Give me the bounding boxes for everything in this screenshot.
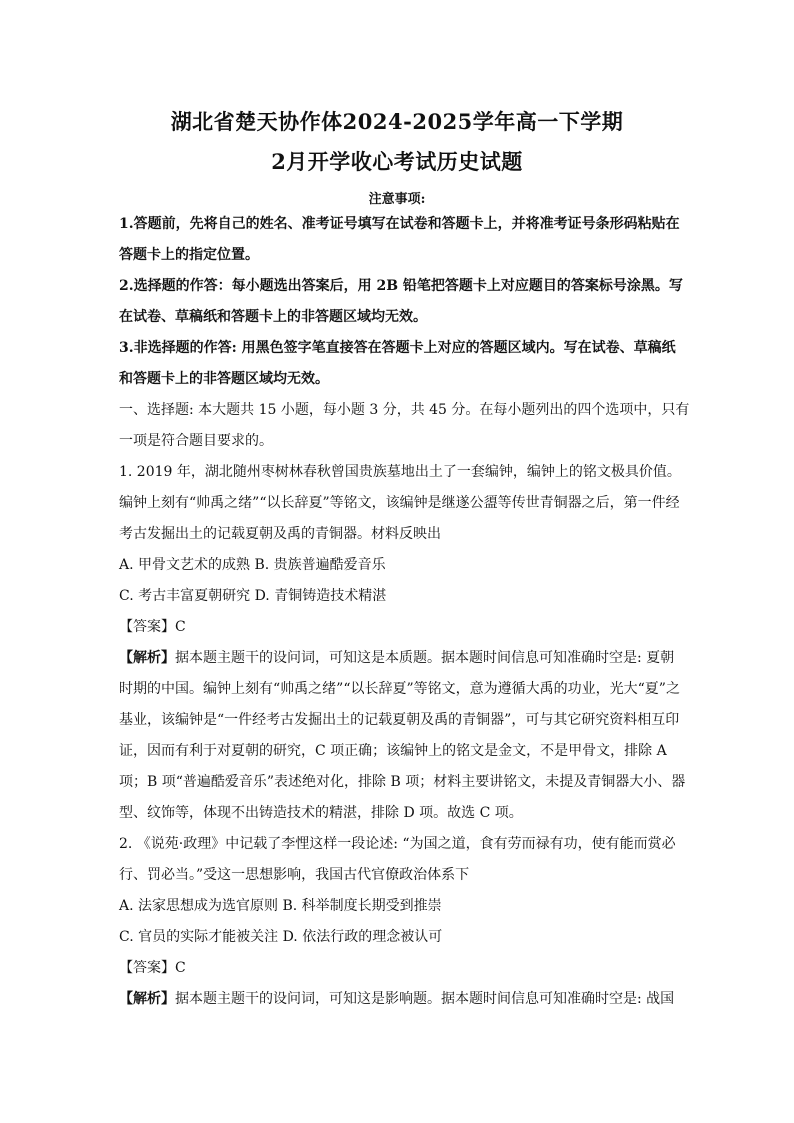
q2-analysis-label: 【解析】 bbox=[119, 991, 175, 1007]
section-1-line-1: 一、选择题: 本大题共 15 小题，每小题 3 分，共 45 分。在每小题列出的四个选项中，只有 bbox=[119, 402, 690, 418]
q2-options-line-1: A. 法家思想成为选官原则 B. 科举制度长期受到推崇 bbox=[119, 898, 442, 914]
notice-heading: 注意事项: bbox=[368, 192, 426, 207]
document-title-line1: 湖北省楚天协作体2024-2025学年高一下学期 bbox=[170, 109, 624, 134]
q2-answer: 【答案】C bbox=[119, 960, 186, 976]
q1-analysis-line-4: 证，因而有利于对夏朝的研究，C 项正确；该编钟上的铭文是金文，不是甲骨文，排除 A bbox=[119, 743, 667, 759]
q1-analysis-line-3: 基业，该编钟是“一件经考古发掘出土的记载夏朝及禹的青铜器”，可与其它研究资料相互印 bbox=[119, 712, 680, 728]
q1-analysis-text-1: 据本题主题干的设问词，可知这是本质题。据本题时间信息可知准确时空是: 夏朝 bbox=[175, 650, 675, 666]
question-1 bbox=[119, 457, 686, 829]
question-2 bbox=[119, 829, 679, 1015]
q1-analysis-label: 【解析】 bbox=[119, 650, 175, 666]
q2-analysis-line-1 bbox=[119, 984, 679, 1015]
q2-options-line-2: C. 官员的实际才能被关注 D. 依法行政的理念被认可 bbox=[119, 929, 443, 945]
q2-stem-line-2: 行、罚必当。”受这一思想影响，我国古代官僚政治体系下 bbox=[119, 867, 470, 883]
q1-analysis-line-1 bbox=[119, 643, 679, 674]
q1-stem-line-2: 编钟上刻有“帅禹之绪”“以长辞夏”等铭文，该编钟是继遂公盨等传世青铜器之后，第一件经 bbox=[119, 495, 680, 511]
q1-analysis-line-2: 时期的中国。编钟上刻有“帅禹之绪”“以长辞夏”等铭文，意为遵循大禹的功业，光大“夏”之 bbox=[119, 681, 680, 697]
q2-stem-line-1: 2. 《说苑·政理》中记载了李悝这样一段论述: “为国之道，食有劳而禄有功，使有能而赏必 bbox=[119, 836, 676, 852]
q1-stem-line-1: 1. 2019 年，湖北随州枣树林春秋曾国贵族墓地出土了一套编钟，编钟上的铭文极具价值。 bbox=[119, 464, 681, 480]
document-title-line2: 2月开学收心考试历史试题 bbox=[271, 149, 523, 174]
notice-list bbox=[119, 209, 683, 395]
section-1-instructions bbox=[119, 395, 690, 457]
section-1-line-2: 一项是符合题目要求的。 bbox=[119, 433, 273, 449]
q1-stem-line-3: 考古发掘出土的记载夏朝及禹的青铜器。材料反映出 bbox=[119, 526, 441, 542]
notice-item-2-line-1: 2.选择题的作答：每小题选出答案后，用 2B 铅笔把答题卡上对应题目的答案标号涂黑。写 bbox=[119, 278, 683, 294]
notice-item-2-line-2: 在试卷、草稿纸和答题卡上的非答题区域均无效。 bbox=[119, 309, 427, 325]
notice-item-1-line-2: 答题卡上的指定位置。 bbox=[119, 247, 259, 263]
q1-analysis-line-5: 项；B 项“普遍酷爱音乐”表述绝对化，排除 B 项；材料主要讲铭文，未提及青铜器大小、器 bbox=[119, 774, 686, 790]
q1-options-line-2: C. 考古丰富夏朝研究 D. 青铜铸造技术精湛 bbox=[119, 588, 387, 604]
notice-item-1-line-1: 1.答题前，先将自己的姓名、准考证号填写在试卷和答题卡上，并将准考证号条形码粘贴在 bbox=[119, 216, 680, 232]
notice-item-3-line-2: 和答题卡上的非答题区域均无效。 bbox=[119, 371, 329, 387]
q1-analysis-line-6: 型、纹饰等，体现不出铸造技术的精湛，排除 D 项。故选 C 项。 bbox=[119, 805, 523, 821]
q1-options-line-1: A. 甲骨文艺术的成熟 B. 贵族普遍酷爱音乐 bbox=[119, 557, 386, 573]
q2-analysis-text-1: 据本题主题干的设问词，可知这是影响题。据本题时间信息可知准确时空是: 战国 bbox=[175, 991, 675, 1007]
notice-item-3-line-1: 3.非选择题的作答: 用黑色签字笔直接答在答题卡上对应的答题区域内。写在试卷、草稿纸 bbox=[119, 340, 676, 356]
q1-answer: 【答案】C bbox=[119, 619, 186, 635]
